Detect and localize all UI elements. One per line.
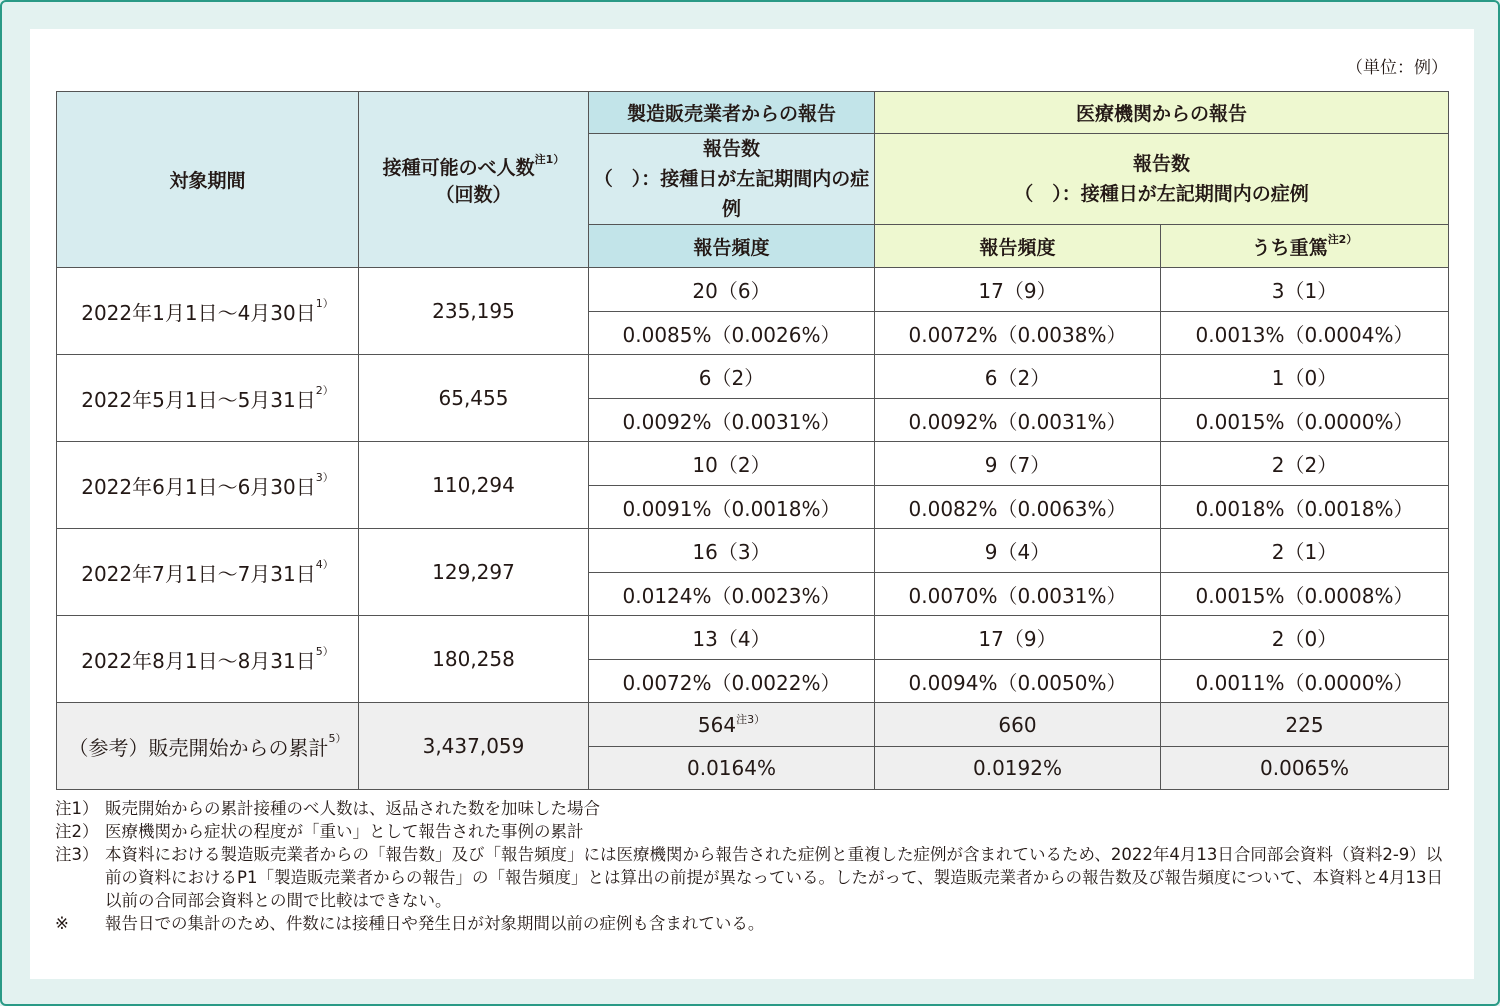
serious-frequency-cell: 0.0015%（0.0000%） [1161,399,1449,442]
footnote [55,843,1455,912]
period-cell: 2022年8月1日～8月31日$^{5)}$ [57,616,359,703]
serious-frequency-cell: 0.0015%（0.0008%） [1161,573,1449,616]
table-row [57,616,1449,660]
adverse-report-table [56,91,1449,790]
footnote-text: 医療機関から症状の程度が「重い」として報告された事例の累計 [105,822,584,841]
serious-frequency-cell: 0.0065% [1161,747,1449,790]
mfr-count-cell: 10（2） [589,442,875,486]
header-period: 対象期間 [57,92,359,268]
med-frequency-cell: 0.0082%（0.0063%） [875,486,1161,529]
med-frequency-cell: 0.0094%（0.0050%） [875,660,1161,703]
med-count-cell: 660 [875,703,1161,747]
doses-cell: 235,195 [359,268,589,355]
footnote [55,820,1455,843]
footnote [55,797,1455,820]
doses-cell: 129,297 [359,529,589,616]
med-count-cell: 9（7） [875,442,1161,486]
period-cell: 2022年7月1日～7月31日$^{4)}$ [57,529,359,616]
mfr-count-cell: 16（3） [589,529,875,573]
header-med-count: 報告数 （ ）：接種日が左記期間内の症例 [875,134,1449,225]
serious-count-cell: 2（1） [1161,529,1449,573]
med-frequency-cell: 0.0092%（0.0031%） [875,399,1161,442]
mfr-frequency-cell: 0.0092%（0.0031%） [589,399,875,442]
serious-count-cell: 2（2） [1161,442,1449,486]
footnotes [55,797,1455,935]
mfr-frequency-cell: 0.0091%（0.0018%） [589,486,875,529]
med-frequency-cell: 0.0072%（0.0038%） [875,312,1161,355]
doses-cell: 180,258 [359,616,589,703]
doses-cell: 3,437,059 [359,703,589,790]
serious-count-cell: 1（0） [1161,355,1449,399]
period-cell: 2022年6月1日～6月30日$^{3)}$ [57,442,359,529]
table-row [57,703,1449,747]
serious-frequency-cell: 0.0011%（0.0000%） [1161,660,1449,703]
footnote-text: 販売開始からの累計接種のべ人数は、返品された数を加味した場合 [105,799,600,818]
serious-frequency-cell: 0.0018%（0.0018%） [1161,486,1449,529]
med-frequency-cell: 0.0070%（0.0031%） [875,573,1161,616]
med-frequency-cell: 0.0192% [875,747,1161,790]
header-doses: 接種可能のべ人数$^{注1)}$ （回数） [359,92,589,268]
serious-frequency-cell: 0.0013%（0.0004%） [1161,312,1449,355]
table-row [57,355,1449,399]
footnote-label: 注2） [55,822,99,841]
header-mfr-frequency: 報告頻度 [589,225,875,268]
mfr-frequency-cell: 0.0124%（0.0023%） [589,573,875,616]
period-cell: 2022年1月1日～4月30日$^{1)}$ [57,268,359,355]
footnote-text: 報告日での集計のため、件数には接種日や発生日が対象期間以前の症例も含まれている。 [105,914,765,933]
serious-count-cell: 225 [1161,703,1449,747]
mfr-count-cell: 6（2） [589,355,875,399]
footnote-label: ※ [55,914,69,933]
med-count-cell: 6（2） [875,355,1161,399]
footnote [55,912,1455,935]
header-med-group: 医療機関からの報告 [875,92,1449,134]
mfr-frequency-cell: 0.0164% [589,747,875,790]
serious-count-cell: 3（1） [1161,268,1449,312]
footnote-text: 本資料における製造販売業者からの「報告数」及び「報告頻度」には医療機関から報告された症例と重複した症例が含まれているため、2022年4月13日合同部会資料（資料2-9）以前の資料におけるP1「製造販売業者からの報告」の「報告頻度」とは算出の前提が異なっている。したがって、製造販売業者からの報告数及び報告頻度について、本資料と4月13日以前の合同部会資料との間で比較はできない。 [105,845,1443,910]
doses-cell: 65,455 [359,355,589,442]
table-row [57,442,1449,486]
table-row [57,529,1449,573]
period-cell: （参考）販売開始からの累計$^{5)}$ [57,703,359,790]
med-count-cell: 9（4） [875,529,1161,573]
med-count-cell: 17（9） [875,616,1161,660]
footnote-label: 注1） [55,799,99,818]
footnote-label: 注3） [55,845,99,864]
period-cell: 2022年5月1日～5月31日$^{2)}$ [57,355,359,442]
mfr-count-cell: 20（6） [589,268,875,312]
mfr-count-cell: $564^{注3)}$ [589,703,875,747]
unit-label: （単位：例） [1346,58,1448,78]
serious-count-cell: 2（0） [1161,616,1449,660]
mfr-frequency-cell: 0.0085%（0.0026%） [589,312,875,355]
med-count-cell: 17（9） [875,268,1161,312]
mfr-count-cell: 13（4） [589,616,875,660]
content-panel [30,29,1474,979]
header-mfr-group: 製造販売業者からの報告 [589,92,875,134]
table-row [57,268,1449,312]
header-mfr-count: 報告数 （ ）：接種日が左記期間内の症例 [589,134,875,225]
header-med-frequency: 報告頻度 [875,225,1161,268]
header-serious: うち重篤$^{注2)}$ [1161,225,1449,268]
mfr-frequency-cell: 0.0072%（0.0022%） [589,660,875,703]
doses-cell: 110,294 [359,442,589,529]
